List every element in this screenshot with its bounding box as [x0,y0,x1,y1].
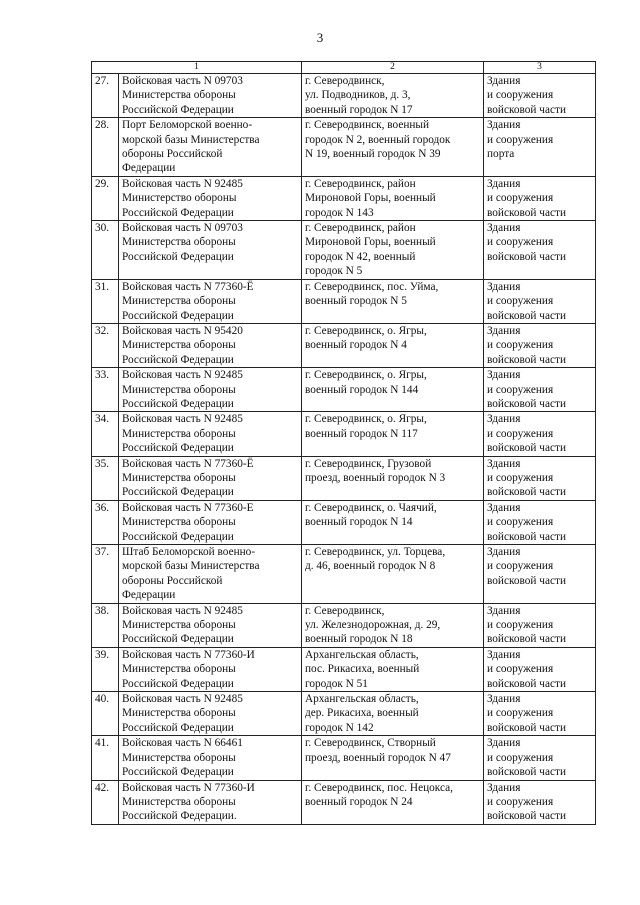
table-row [92,323,596,367]
table-row [92,736,596,780]
header-row [92,62,596,74]
organization-cell: Войсковая часть N 92485 Министерство обороны Российской Федерации [119,176,302,220]
object-cell: Здания и сооружения войсковой части [484,279,596,323]
table-row [92,221,596,280]
row-number: 32. [92,323,119,367]
organization-cell: Войсковая часть N 77360-Е Министерства обороны Российской Федерации [119,500,302,544]
table-row [92,456,596,500]
address-cell: г. Северодвинск, о. Ягры, военный городок N 4 [302,323,484,367]
object-cell: Здания и сооружения войсковой части [484,500,596,544]
organization-cell: Войсковая часть N 66461 Министерства обороны Российской Федерации [119,736,302,780]
table-row [92,692,596,736]
row-number: 35. [92,456,119,500]
row-number: 39. [92,647,119,691]
table-header [92,62,596,74]
row-number: 29. [92,176,119,220]
table-row [92,368,596,412]
address-cell: г. Северодвинск, военный городок N 2, военный городок N 19, военный городок N 39 [302,118,484,177]
table-row [92,412,596,456]
row-number: 34. [92,412,119,456]
address-cell: г. Северодвинск, ул. Торцева, д. 46, военный городок N 8 [302,545,484,604]
address-cell: г. Северодвинск, Створный проезд, военный городок N 47 [302,736,484,780]
row-number: 27. [92,74,119,118]
row-number: 31. [92,279,119,323]
organization-cell: Войсковая часть N 09703 Министерства обороны Российской Федерации [119,74,302,118]
column-header-1: 1 [92,62,302,74]
table-body [92,74,596,825]
row-number: 41. [92,736,119,780]
row-number: 33. [92,368,119,412]
address-cell: г. Северодвинск, ул. Подводников, д. 3, военный городок N 17 [302,74,484,118]
object-cell: Здания и сооружения войсковой части [484,221,596,280]
row-number: 38. [92,603,119,647]
address-cell: г. Северодвинск, о. Чаячий, военный городок N 14 [302,500,484,544]
organization-cell: Войсковая часть N 09703 Министерства обороны Российской Федерации [119,221,302,280]
object-cell: Здания и сооружения войсковой части [484,412,596,456]
object-cell: Здания и сооружения войсковой части [484,736,596,780]
address-cell: г. Северодвинск, ул. Железнодорожная, д. 29, военный городок N 18 [302,603,484,647]
address-cell: г. Северодвинск, пос. Уйма, военный городок N 5 [302,279,484,323]
row-number: 30. [92,221,119,280]
organization-cell: Штаб Беломорской военно- морской базы Министерства обороны Российской Федерации [119,545,302,604]
column-header-2: 2 [302,62,484,74]
address-cell: г. Северодвинск, пос. Нецокса, военный городок N 24 [302,780,484,824]
organization-cell: Порт Беломорской военно- морской базы Министерства обороны Российской Федерации [119,118,302,177]
table-row [92,500,596,544]
row-number: 36. [92,500,119,544]
page-number: 3 [316,30,324,45]
object-cell: Здания и сооружения войсковой части [484,545,596,604]
organization-cell: Войсковая часть N 95420 Министерства обороны Российской Федерации [119,323,302,367]
object-cell: Здания и сооружения войсковой части [484,176,596,220]
object-cell: Здания и сооружения войсковой части [484,368,596,412]
object-cell: Здания и сооружения войсковой части [484,647,596,691]
address-cell: Архангельская область, пос. Рикасиха, военный городок N 51 [302,647,484,691]
object-cell: Здания и сооружения войсковой части [484,74,596,118]
address-cell: г. Северодвинск, о. Ягры, военный городок N 144 [302,368,484,412]
object-cell: Здания и сооружения войсковой части [484,692,596,736]
organization-cell: Войсковая часть N 92485 Министерства обороны Российской Федерации [119,368,302,412]
organization-cell: Войсковая часть N 92485 Министерства обороны Российской Федерации [119,603,302,647]
organization-cell: Войсковая часть N 77360-Ё Министерства обороны Российской Федерации [119,279,302,323]
row-number: 40. [92,692,119,736]
organization-cell: Войсковая часть N 92485 Министерства обороны Российской Федерации [119,412,302,456]
table-row [92,647,596,691]
organization-cell: Войсковая часть N 77360-И Министерства обороны Российской Федерации. [119,780,302,824]
table-row [92,74,596,118]
table-row [92,780,596,824]
organization-cell: Войсковая часть N 77360-И Министерства обороны Российской Федерации [119,647,302,691]
object-cell: Здания и сооружения войсковой части [484,456,596,500]
table-row [92,603,596,647]
address-cell: г. Северодвинск, район Мироновой Горы, военный городок N 143 [302,176,484,220]
row-number: 28. [92,118,119,177]
organization-cell: Войсковая часть N 92485 Министерства обороны Российской Федерации [119,692,302,736]
object-cell: Здания и сооружения войсковой части [484,780,596,824]
address-cell: Архангельская область, дер. Рикасиха, военный городок N 142 [302,692,484,736]
object-cell: Здания и сооружения войсковой части [484,603,596,647]
table-row [92,118,596,177]
column-header-3: 3 [484,62,596,74]
object-cell: Здания и сооружения порта [484,118,596,177]
address-cell: г. Северодвинск, Грузовой проезд, военный городок N 3 [302,456,484,500]
table-row [92,176,596,220]
row-number: 37. [92,545,119,604]
address-cell: г. Северодвинск, о. Ягры, военный городок N 117 [302,412,484,456]
row-number: 42. [92,780,119,824]
object-cell: Здания и сооружения войсковой части [484,323,596,367]
organization-cell: Войсковая часть N 77360-Ё Министерства обороны Российской Федерации [119,456,302,500]
table-row [92,279,596,323]
address-cell: г. Северодвинск, район Мироновой Горы, военный городок N 42, военный городок N 5 [302,221,484,280]
registry-table [91,61,596,825]
table-row [92,545,596,604]
